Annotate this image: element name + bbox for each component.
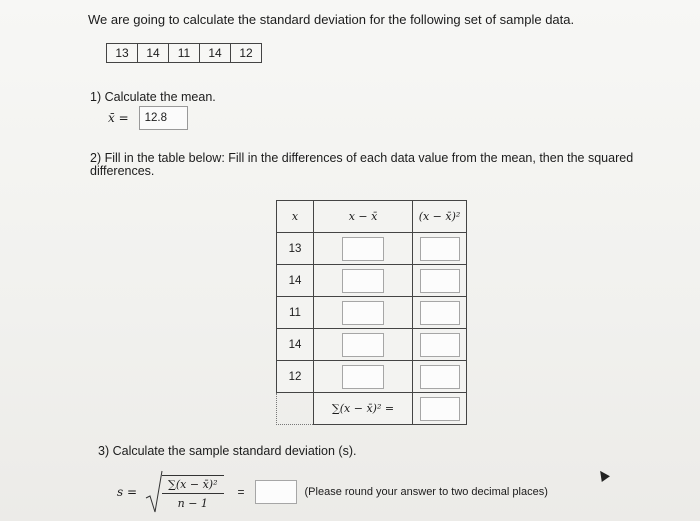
row-x-value: 14 (277, 329, 314, 361)
squared-input[interactable] (420, 301, 460, 325)
header-squared: (x − x̄)² (413, 201, 467, 233)
sd-input[interactable] (255, 480, 297, 504)
sum-input[interactable] (420, 397, 460, 421)
deviation-input[interactable] (342, 237, 384, 261)
question-1-label: 1) Calculate the mean. (90, 90, 216, 104)
deviation-input[interactable] (342, 333, 384, 357)
squared-input[interactable] (420, 333, 460, 357)
header-deviation: x − x̄ (314, 201, 413, 233)
sample-value: 13 (107, 44, 138, 62)
sum-label: ∑(x − x̄)² = (331, 402, 395, 415)
squared-input[interactable] (420, 269, 460, 293)
row-x-value: 12 (277, 361, 314, 393)
row-x-value: 13 (277, 233, 314, 265)
sqrt-icon (145, 470, 163, 514)
fraction-numerator: ∑(x − x̄)² (162, 478, 223, 494)
fraction-denominator: n − 1 (177, 496, 208, 510)
intro-text: We are going to calculate the standard deviation for the following set of sample data. (88, 12, 575, 27)
rounding-note: (Please round your answer to two decimal places) (304, 486, 548, 498)
empty-cell (277, 393, 314, 425)
sample-data-row (106, 43, 262, 63)
row-x-value: 11 (277, 297, 314, 329)
deviation-input[interactable] (342, 365, 384, 389)
mean-row (108, 106, 188, 130)
equals-sign: = (237, 485, 245, 499)
mean-input[interactable]: 12.8 (139, 106, 188, 130)
sample-value: 12 (231, 44, 261, 62)
s-symbol: s = (117, 485, 138, 499)
deviation-table (276, 200, 467, 425)
sample-value: 11 (169, 44, 200, 62)
deviation-input[interactable] (342, 301, 384, 325)
sd-formula (117, 470, 548, 514)
sd-fraction (162, 475, 223, 510)
sample-value: 14 (138, 44, 169, 62)
row-x-value: 14 (277, 265, 314, 297)
squared-input[interactable] (420, 365, 460, 389)
header-x: x (277, 201, 314, 233)
mouse-cursor-icon (596, 468, 610, 482)
question-2-label: 2) Fill in the table below: Fill in the differences of each data value from the mean, then the squared differences. (90, 151, 634, 178)
squared-input[interactable] (420, 237, 460, 261)
mean-symbol: x̄ = (108, 111, 129, 125)
deviation-input[interactable] (342, 269, 384, 293)
question-3-label: 3) Calculate the sample standard deviation (s). (98, 444, 357, 458)
sample-value: 14 (200, 44, 231, 62)
